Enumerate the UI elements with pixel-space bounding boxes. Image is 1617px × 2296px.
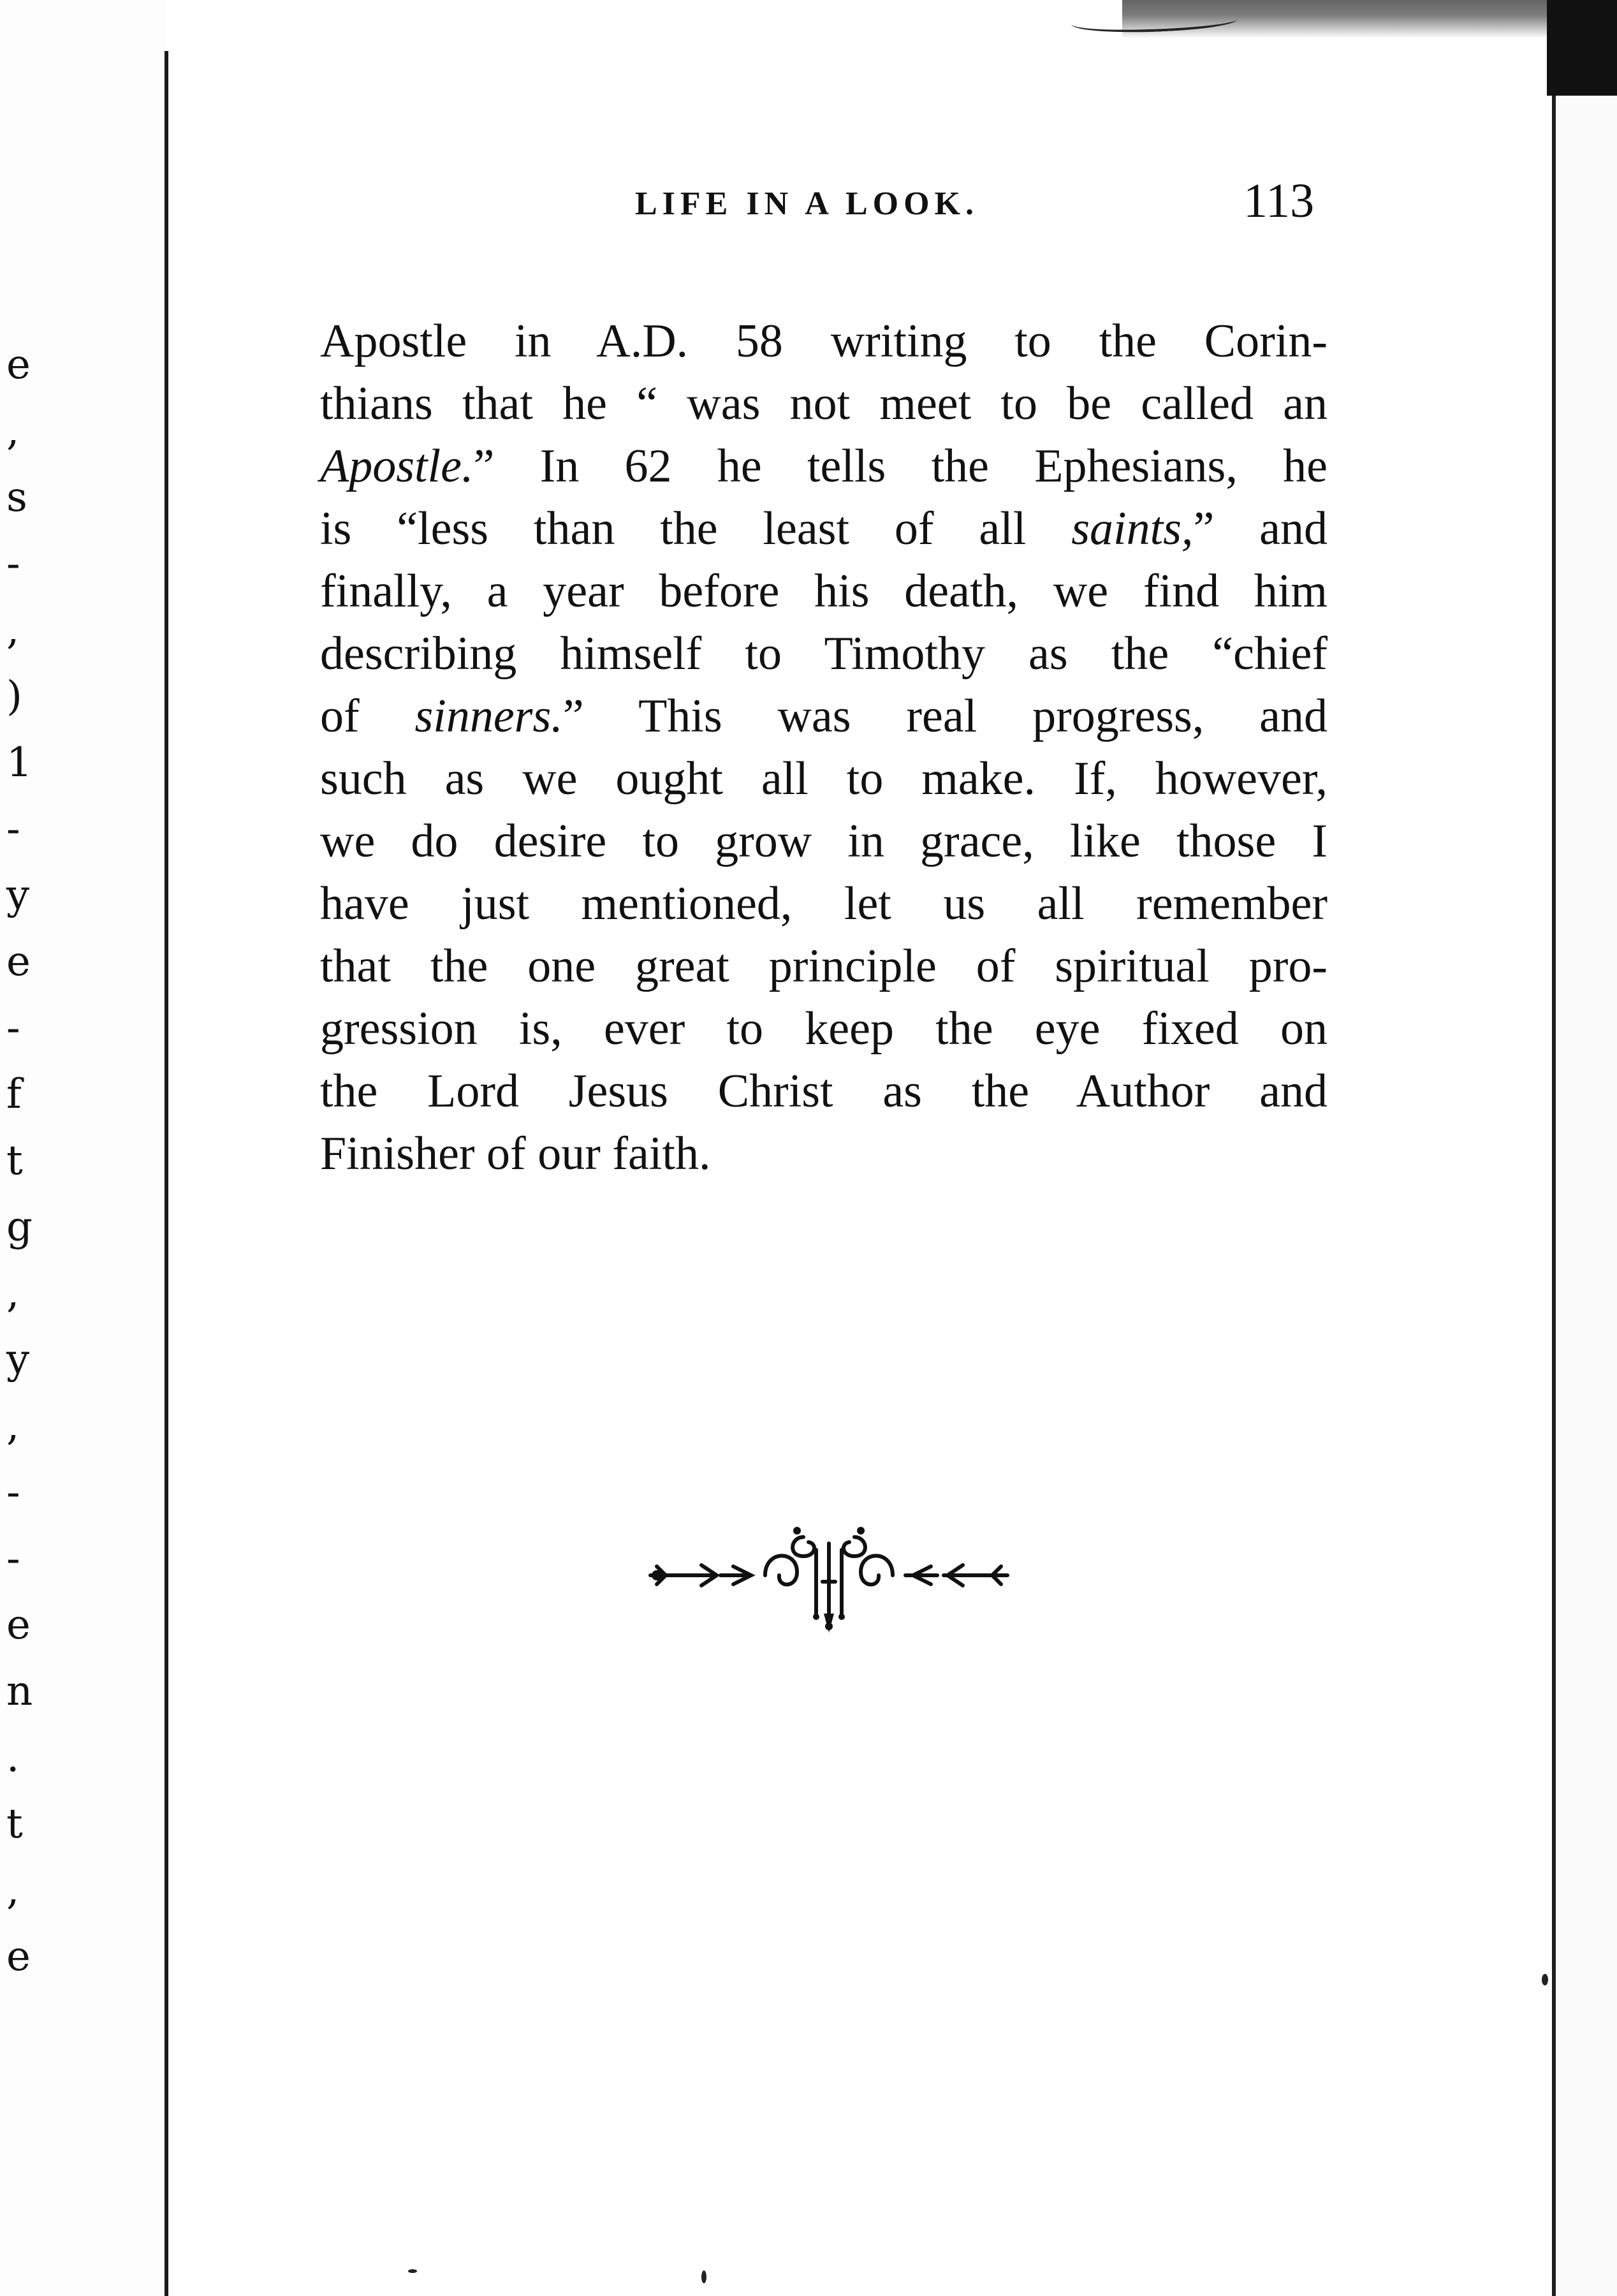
previous-page-fragment: t	[6, 1800, 23, 1848]
scan-edge-dark-corner	[1547, 0, 1617, 96]
previous-page-fragment: -	[6, 1004, 20, 1052]
body-line	[320, 997, 1328, 1060]
body-line	[320, 1122, 1328, 1185]
scan-speck	[408, 2269, 417, 2273]
previous-page-fragment: n	[6, 1668, 33, 1715]
previous-page-fragment: ,	[6, 1270, 20, 1317]
previous-page-edge	[0, 0, 167, 2296]
previous-page-fragment: g	[6, 1203, 33, 1251]
text-segment: we do desire to grow in grace, like those I	[320, 815, 1328, 867]
previous-page-fragment: -	[6, 1469, 20, 1516]
previous-page-fragment: t	[6, 1137, 23, 1184]
italic-text: saints,	[1071, 503, 1194, 555]
previous-page-fragment: ,	[6, 1867, 20, 1914]
body-line	[320, 435, 1328, 497]
text-segment: have just mentioned, let us all remember	[320, 878, 1328, 930]
italic-text: sinners.	[414, 690, 563, 742]
previous-page-fragment: e	[6, 1601, 31, 1649]
previous-page-fragment: ,	[6, 1402, 20, 1450]
next-page-edge	[1554, 96, 1617, 2296]
text-segment: describing himself to Timothy as the “chief	[320, 628, 1328, 680]
previous-page-fragment: -	[6, 540, 20, 587]
body-line	[320, 622, 1328, 685]
previous-page-fragment: )	[6, 673, 22, 720]
previous-page-fragment: ,	[6, 607, 20, 654]
previous-page-fragment: -	[6, 1535, 20, 1582]
body-line	[320, 560, 1328, 622]
previous-page-fragment: ,	[6, 408, 20, 455]
previous-page-fragment: f	[6, 1071, 22, 1118]
italic-text: Apostle.	[320, 440, 474, 492]
scan-speck	[1542, 1974, 1548, 1985]
previous-page-fragment: .	[6, 1734, 20, 1781]
previous-page-fragment: y	[6, 1336, 30, 1383]
text-segment: of	[320, 690, 415, 742]
text-segment: ” This was real progress, and	[562, 690, 1328, 742]
body-line	[320, 1060, 1328, 1122]
previous-page-fragment: e	[6, 938, 31, 985]
text-segment: is “less than the least of all	[320, 503, 1072, 555]
previous-page-fragment: s	[6, 474, 27, 521]
text-segment: Apostle in A.D. 58 writing to the Corin-	[320, 315, 1328, 367]
previous-page-fragment: e	[6, 1933, 31, 1980]
body-line	[320, 747, 1328, 810]
text-segment: ” In 62 he tells the Ephesians, he	[473, 440, 1328, 492]
scan-speck	[701, 2270, 706, 2283]
body-line	[320, 935, 1328, 997]
body-line	[320, 872, 1328, 935]
previous-page-fragment: e	[6, 341, 31, 388]
text-segment: thians that he “ was not meet to be called an	[320, 378, 1328, 430]
text-segment: Finisher of our faith.	[320, 1128, 711, 1180]
previous-page-fragment: -	[6, 806, 20, 853]
previous-page-fragment: y	[6, 872, 30, 919]
text-segment: the Lord Jesus Christ as the Author and	[320, 1065, 1328, 1117]
body-text	[320, 310, 1328, 1185]
text-segment: such as we ought all to make. If, however,	[320, 753, 1328, 805]
running-head: LIFE IN A LOOK.	[635, 186, 979, 222]
previous-page-fragment: 1	[6, 739, 33, 786]
printer-ornament-icon	[638, 1512, 1020, 1639]
text-segment: ” and	[1193, 503, 1328, 555]
body-line	[320, 310, 1328, 372]
body-line	[320, 372, 1328, 435]
body-line	[320, 810, 1328, 872]
body-line	[320, 497, 1328, 560]
body-line	[320, 685, 1328, 747]
page-number: 113	[1243, 174, 1315, 228]
text-segment: that the one great principle of spiritual pro-	[320, 940, 1328, 992]
text-segment: gression is, ever to keep the eye fixed on	[320, 1003, 1328, 1055]
text-segment: finally, a year before his death, we find him	[320, 565, 1328, 617]
